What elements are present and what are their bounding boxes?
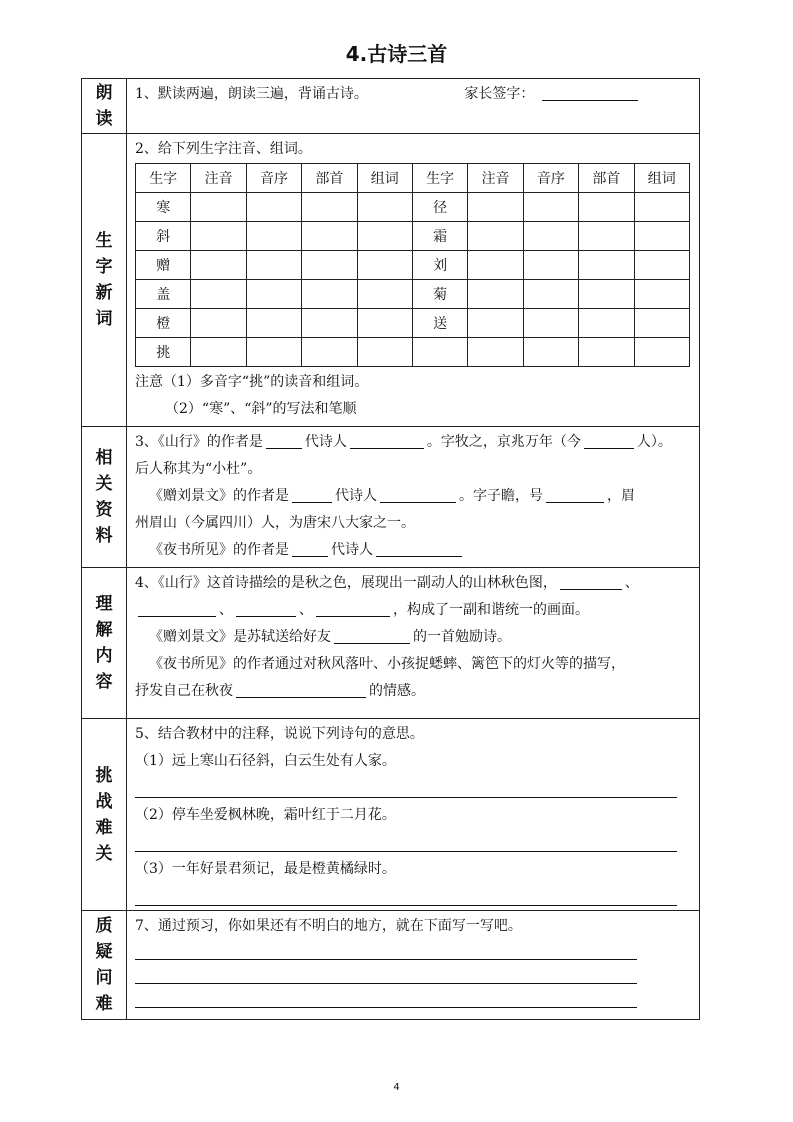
section-content-questions — [127, 911, 700, 1020]
label-char: 解 — [95, 620, 113, 640]
radical-cell[interactable] — [302, 193, 357, 222]
emotion-blank[interactable] — [236, 680, 366, 698]
character-cell: 送 — [412, 309, 467, 338]
grid-header: 注音 — [468, 164, 523, 193]
radical-cell[interactable] — [579, 251, 634, 280]
pinyin-cell[interactable] — [191, 251, 246, 280]
word-cell[interactable] — [357, 280, 412, 309]
parent-sign-blank[interactable] — [542, 83, 638, 101]
pinyin-cell[interactable] — [468, 222, 523, 251]
word-cell[interactable] — [634, 193, 689, 222]
challenge-question-3: （3）一年好景君须记，最是橙黄橘绿时。 — [135, 861, 396, 877]
understanding-text: 的一首勉励诗。 — [413, 629, 511, 645]
understanding-text: 、 — [299, 602, 313, 618]
pinyin-cell[interactable] — [468, 338, 523, 367]
section-label-challenge — [82, 719, 127, 911]
info-text: 代诗人 — [331, 542, 373, 558]
pinyin-cell[interactable] — [191, 193, 246, 222]
section-label-reading — [82, 79, 127, 134]
section-new-characters — [82, 134, 700, 427]
index-cell[interactable] — [246, 251, 301, 280]
understanding-line-2 — [127, 597, 699, 624]
index-cell[interactable] — [246, 338, 301, 367]
word-cell[interactable] — [357, 338, 412, 367]
word-cell[interactable] — [357, 251, 412, 280]
label-char: 料 — [95, 526, 113, 546]
scene-blank[interactable] — [560, 572, 622, 590]
pinyin-cell[interactable] — [191, 309, 246, 338]
character-cell: 寒 — [136, 193, 191, 222]
grid-header: 注音 — [191, 164, 246, 193]
understanding-line-3 — [127, 624, 699, 651]
character-cell: 挑 — [136, 338, 191, 367]
grid-header: 部首 — [302, 164, 357, 193]
scene-blank[interactable] — [138, 599, 216, 617]
reading-line — [127, 79, 699, 108]
info-line-5 — [127, 537, 699, 564]
label-char: 疑 — [95, 942, 113, 962]
index-cell[interactable] — [246, 193, 301, 222]
reading-task: 1、默读两遍，朗读三遍，背诵古诗。 — [135, 86, 368, 102]
character-cell: 橙 — [136, 309, 191, 338]
section-questions — [82, 911, 700, 1020]
page-title: 4.古诗三首 — [345, 42, 448, 66]
info-line-2: 后人称其为“小杜”。 — [135, 461, 262, 477]
radical-cell[interactable] — [302, 251, 357, 280]
radical-cell[interactable] — [579, 338, 634, 367]
pinyin-cell[interactable] — [191, 280, 246, 309]
label-char: 词 — [95, 309, 113, 329]
label-char: 质 — [95, 916, 113, 936]
alias-blank[interactable] — [546, 485, 604, 503]
radical-cell[interactable] — [302, 280, 357, 309]
section-content-challenge — [127, 719, 700, 911]
info-line-3 — [127, 483, 699, 510]
grid-header: 组词 — [357, 164, 412, 193]
info-text: 。字子瞻，号 — [459, 488, 543, 504]
dynasty-blank[interactable] — [292, 539, 328, 557]
index-cell[interactable] — [246, 222, 301, 251]
answer-line-3[interactable] — [127, 883, 699, 910]
grid-row — [136, 280, 690, 309]
index-cell[interactable] — [523, 280, 578, 309]
grid-row — [136, 251, 690, 280]
radical-cell[interactable] — [579, 222, 634, 251]
pinyin-cell[interactable] — [468, 193, 523, 222]
challenge-question-2: （2）停车坐爱枫林晚，霜叶红于二月花。 — [135, 807, 396, 823]
section-challenge — [82, 719, 700, 911]
pinyin-cell[interactable] — [468, 309, 523, 338]
scene-blank[interactable] — [316, 599, 390, 617]
pinyin-cell[interactable] — [468, 280, 523, 309]
radical-cell[interactable] — [579, 193, 634, 222]
radical-cell[interactable] — [302, 222, 357, 251]
section-label-related-info — [82, 427, 127, 568]
word-cell[interactable] — [357, 193, 412, 222]
section-content-new-characters — [127, 134, 700, 427]
index-cell[interactable] — [523, 222, 578, 251]
writing-line-2[interactable] — [127, 964, 699, 988]
label-char: 关 — [95, 474, 113, 494]
writing-line-3[interactable] — [127, 988, 699, 1012]
grid-row — [136, 309, 690, 338]
understanding-text: 、 — [624, 575, 639, 591]
section-label-understanding — [82, 568, 127, 719]
grid-row — [136, 338, 690, 367]
scene-blank[interactable] — [236, 599, 296, 617]
label-char: 内 — [95, 646, 113, 666]
info-text: 3、《山行》的作者是 — [135, 434, 263, 450]
word-cell[interactable] — [634, 251, 689, 280]
understanding-line-5 — [127, 678, 699, 705]
section-content-reading — [127, 79, 700, 134]
pinyin-cell[interactable] — [468, 251, 523, 280]
info-text: 代诗人 — [304, 434, 347, 450]
understanding-line-4: 《夜书所见》的作者通过对秋风落叶、小孩捉蟋蟀、篱笆下的灯火等的描写， — [149, 656, 625, 672]
label-char: 生 — [95, 231, 113, 251]
understanding-line-1 — [127, 568, 699, 597]
note-writing: （2）“寒”、“斜”的写法和笔顺 — [165, 401, 357, 417]
understanding-text: 4、《山行》这首诗描绘的是秋之色，展现出一副动人的山林秋色图， — [135, 575, 557, 591]
word-cell[interactable] — [357, 222, 412, 251]
label-char: 战 — [95, 791, 113, 812]
understanding-text: 抒发自己在秋夜 — [135, 683, 233, 699]
poet-blank[interactable] — [350, 431, 424, 449]
answer-line-1[interactable] — [127, 775, 699, 802]
section-label-new-characters — [82, 134, 127, 427]
word-cell[interactable] — [634, 338, 689, 367]
writing-line-1[interactable] — [127, 940, 699, 964]
grid-header: 音序 — [523, 164, 578, 193]
label-char: 难 — [95, 994, 113, 1014]
label-char: 难 — [95, 817, 113, 838]
dynasty-blank[interactable] — [292, 485, 332, 503]
dynasty-blank[interactable] — [266, 431, 302, 449]
label-char: 关 — [95, 843, 113, 864]
understanding-text: 《赠刘景文》是苏轼送给好友 — [149, 629, 331, 645]
label-char: 容 — [95, 672, 113, 692]
character-cell: 刘 — [412, 251, 467, 280]
questions-instruction: 7、通过预习，你如果还有不明白的地方，就在下面写一写吧。 — [135, 918, 522, 934]
label-char: 读 — [95, 109, 113, 129]
info-line-1 — [127, 427, 699, 456]
section-reading — [82, 79, 700, 134]
word-cell[interactable] — [634, 280, 689, 309]
label-char: 理 — [95, 594, 113, 614]
section-content-related-info — [127, 427, 700, 568]
section-label-questions — [82, 911, 127, 1020]
characters-instruction: 2、给下列生字注音、组词。 — [135, 141, 312, 157]
label-char: 字 — [95, 257, 113, 277]
challenge-question-1: （1）远上寒山石径斜，白云生处有人家。 — [135, 753, 396, 769]
index-cell[interactable] — [523, 193, 578, 222]
character-cell: 菊 — [412, 280, 467, 309]
info-text: 人）。 — [636, 434, 672, 450]
grid-header-row — [136, 164, 690, 193]
answer-line-2[interactable] — [127, 829, 699, 856]
grid-header: 生字 — [136, 164, 191, 193]
character-cell: 霜 — [412, 222, 467, 251]
info-text: 代诗人 — [335, 488, 377, 504]
note-polyphone: 注意（1）多音字“挑”的读音和组词。 — [135, 374, 369, 390]
info-text: 。字牧之，京兆万年（今 — [426, 434, 581, 450]
radical-cell[interactable] — [302, 309, 357, 338]
grid-header: 组词 — [634, 164, 689, 193]
poet-blank[interactable] — [376, 539, 462, 557]
index-cell[interactable] — [246, 309, 301, 338]
character-cell: 赠 — [136, 251, 191, 280]
grid-row — [136, 222, 690, 251]
radical-cell[interactable] — [579, 280, 634, 309]
radical-cell[interactable] — [302, 338, 357, 367]
radical-cell[interactable] — [579, 309, 634, 338]
word-cell[interactable] — [634, 222, 689, 251]
grid-header: 部首 — [579, 164, 634, 193]
challenge-instruction: 5、结合教材中的注释，说说下列诗句的意思。 — [135, 726, 424, 742]
parent-sign-label: 家长签字： — [464, 86, 535, 102]
index-cell[interactable] — [246, 280, 301, 309]
section-content-understanding — [127, 568, 700, 719]
character-cell: 径 — [412, 193, 467, 222]
section-related-info — [82, 427, 700, 568]
index-cell[interactable] — [523, 309, 578, 338]
poet-blank[interactable] — [380, 485, 456, 503]
character-grid — [135, 163, 690, 367]
info-line-4: 州眉山（今属四川）人，为唐宋八大家之一。 — [135, 515, 415, 531]
label-char: 相 — [95, 448, 113, 468]
understanding-text: 、 — [219, 602, 233, 618]
grid-header: 生字 — [412, 164, 467, 193]
label-char: 挑 — [95, 765, 113, 786]
understanding-text: 的情感。 — [369, 683, 425, 699]
understanding-text: ，构成了一副和谐统一的画面。 — [393, 602, 589, 618]
friend-blank[interactable] — [334, 626, 410, 644]
index-cell[interactable] — [523, 251, 578, 280]
pinyin-cell[interactable] — [191, 338, 246, 367]
word-cell[interactable] — [634, 309, 689, 338]
info-text: ，眉 — [607, 488, 635, 504]
grid-header: 音序 — [246, 164, 301, 193]
word-cell[interactable] — [357, 309, 412, 338]
character-cell: 斜 — [136, 222, 191, 251]
character-cell — [412, 338, 467, 367]
label-char: 新 — [95, 283, 113, 303]
section-understanding — [82, 568, 700, 719]
pinyin-cell[interactable] — [191, 222, 246, 251]
place-blank[interactable] — [584, 431, 634, 449]
grid-row — [136, 193, 690, 222]
index-cell[interactable] — [523, 338, 578, 367]
label-char: 问 — [95, 968, 113, 988]
info-text: 《夜书所见》的作者是 — [149, 542, 289, 558]
label-char: 资 — [95, 500, 113, 520]
worksheet-table — [81, 78, 700, 1020]
page-number: 4 — [393, 1082, 400, 1093]
label-char: 朗 — [95, 83, 113, 103]
info-text: 《赠刘景文》的作者是 — [149, 488, 289, 504]
character-cell: 盖 — [136, 280, 191, 309]
